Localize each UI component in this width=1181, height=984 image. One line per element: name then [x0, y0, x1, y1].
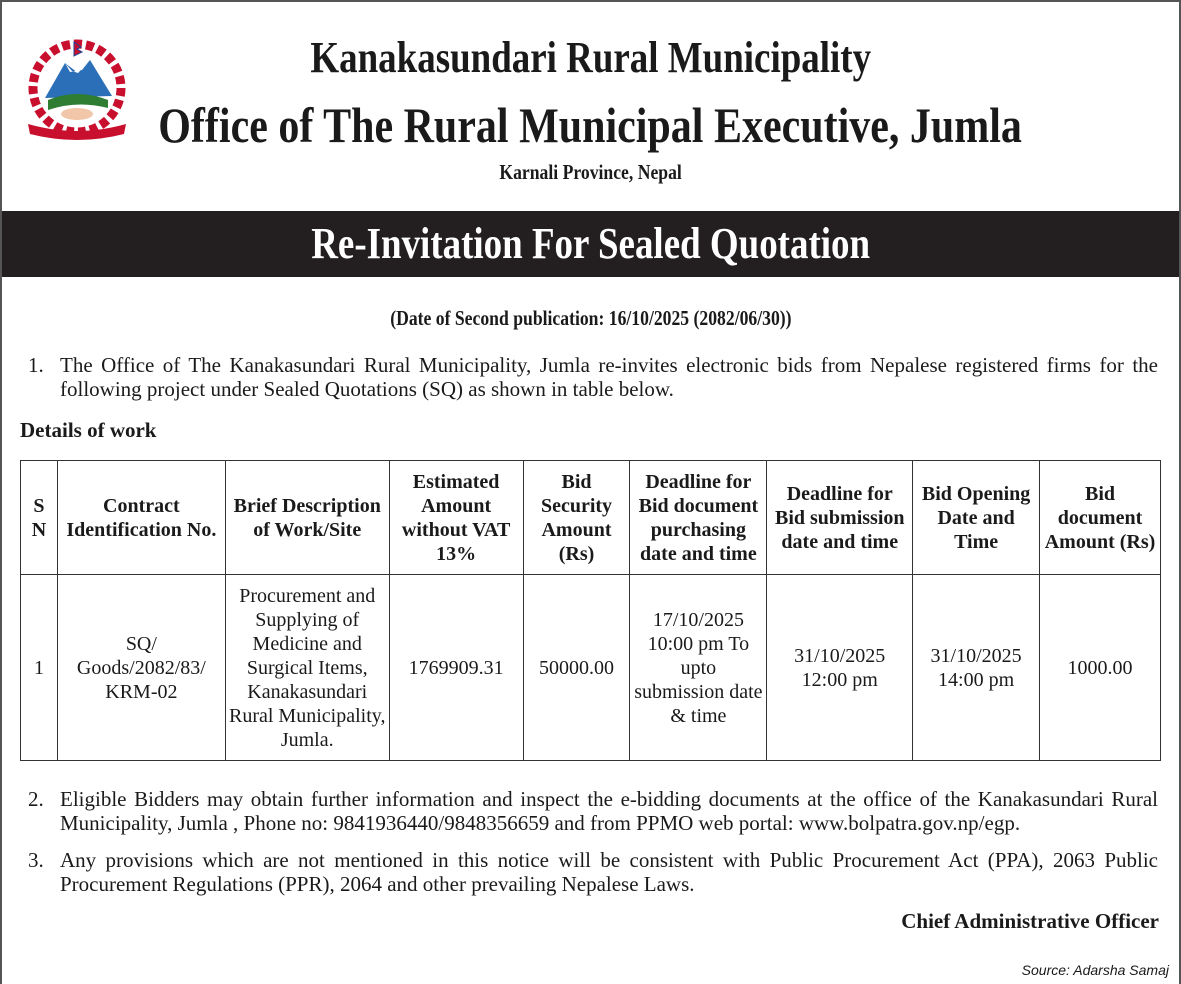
paragraph-number: 2.: [28, 787, 44, 811]
header-purchase-deadline: Deadline for Bid document purchasing date and time: [630, 461, 767, 575]
header-estimated-amount: Estimated Amount without VAT 13%: [389, 461, 523, 575]
notice-banner: Re-Invitation For Sealed Quotation: [2, 211, 1179, 277]
cell-contract-id: SQ/ Goods/2082/83/ KRM-02: [57, 575, 225, 761]
details-heading: Details of work: [20, 418, 157, 442]
header-description: Brief Description of Work/Site: [225, 461, 389, 575]
signatory-title: Chief Administrative Officer: [901, 909, 1159, 933]
paragraph-number: 1.: [28, 353, 44, 377]
paragraph-1: [28, 353, 1158, 401]
header-contract-id: Contract Identification No.: [57, 461, 225, 575]
office-title: Office of The Rural Municipal Executive, Jumla: [158, 97, 1023, 153]
header-submission-deadline: Deadline for Bid submission date and time: [767, 461, 913, 575]
municipality-title: Kanakasundari Rural Municipality: [310, 33, 871, 82]
cell-opening-date: 31/10/2025 14:00 pm: [913, 575, 1040, 761]
source-credit: Source: Adarsha Samaj: [1021, 962, 1169, 978]
cell-sn: 1: [21, 575, 58, 761]
paragraph-text: Any provisions which are not mentioned in this notice will be consistent with Public Procurement Act (PPA), 2063 Public Procurement Regulations (PPR), 2064 and other prevailing Nepalese Laws.: [60, 848, 1158, 896]
table-row: [21, 575, 1161, 761]
paragraph-number: 3.: [28, 848, 44, 872]
cell-estimated-amount: 1769909.31: [389, 575, 523, 761]
province-subtitle: Karnali Province, Nepal: [499, 160, 682, 184]
header-sn: S N: [21, 461, 58, 575]
table-header-row: [21, 461, 1161, 575]
cell-purchase-deadline: 17/10/2025 10:00 pm To upto submission date & time: [630, 575, 767, 761]
cell-submission-deadline: 31/10/2025 12:00 pm: [767, 575, 913, 761]
work-details-table: [20, 460, 1161, 761]
paragraph-3: [28, 848, 1158, 896]
header-bid-security: Bid Security Amount (Rs): [523, 461, 630, 575]
cell-bid-security: 50000.00: [523, 575, 630, 761]
cell-document-amount: 1000.00: [1040, 575, 1161, 761]
paragraph-text: The Office of The Kanakasundari Rural Municipality, Jumla re-invites electronic bids from Nepalese registered firms for the following project under Sealed Quotations (SQ) as shown in table below.: [60, 353, 1158, 401]
header-document-amount: Bid document Amount (Rs): [1040, 461, 1161, 575]
cell-description: Procurement and Supplying of Medicine and Surgical Items, Kanakasundari Rural Municipality, Jumla.: [225, 575, 389, 761]
header-opening-date: Bid Opening Date and Time: [913, 461, 1040, 575]
paragraph-2: [28, 787, 1158, 835]
paragraph-text: Eligible Bidders may obtain further information and inspect the e-bidding documents at the office of the Kanakasundari Rural Municipality, Jumla , Phone no: 9841936440/9848356659 and from PPMO web portal: www.bolpatra.gov.np/egp.: [60, 787, 1158, 835]
publication-date: (Date of Second publication: 16/10/2025 (2082/06/30)): [389, 306, 792, 330]
